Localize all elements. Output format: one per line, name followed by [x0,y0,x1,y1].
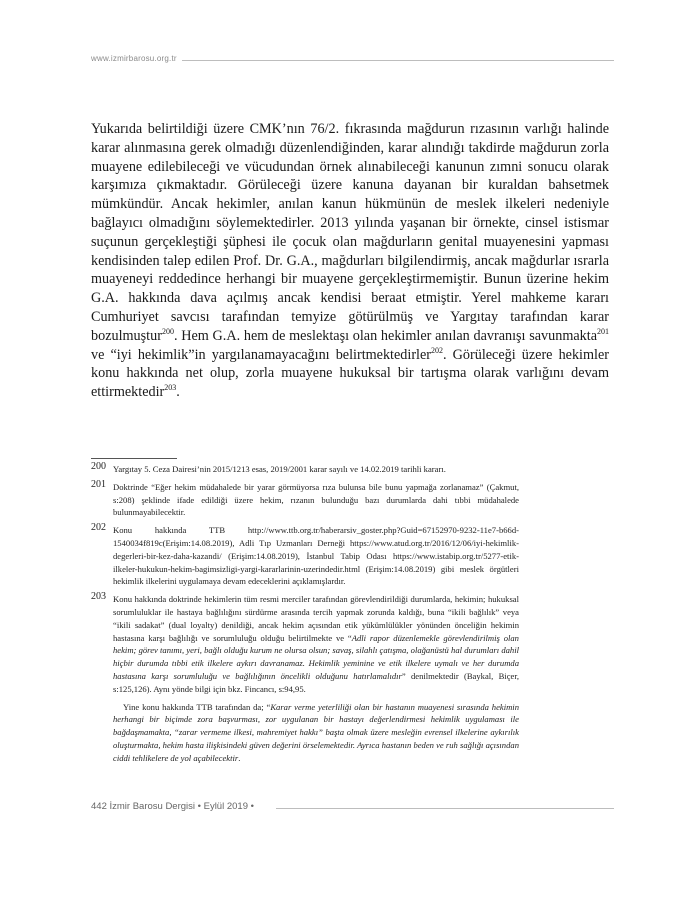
footnote-quote-italic: Adli rapor düzenlemekle görevlendirilmiş olan hekim; görev tanımı, yeri, bağlı olduğu kurum ne olursa olsun; savaş, silahlı çatışma, olağanüstü hal durumları dahil hiçbir durumda tıbbi etik ilkelere aykırı davranamaz. Hekimlik yeminine ve etik ilkelere uymalı ve her durumda hastasına karşı sorumluluğu ve bağlılığının öncelikli olduğunu hatırlamalıdır [113,632,519,681]
footnote-ref-203[interactable]: 203 [164,383,177,393]
footnote-ref-200[interactable]: 200 [161,326,174,336]
page-footer: 442 İzmir Barosu Dergisi • Eylül 2019 • [91,801,254,812]
footnote-number: 200 [91,461,106,472]
footnote-text: Doktrinde “Eğer hekim müdahalede bir yarar görmüyorsa rıza bulunsa bile bunu yapmağa zorlanamaz” (Çakmut, s:208) şeklinde ifade edildiği üzere hekim, rızanın bulunduğu bazı durumlarda dahi tıbbi müdahalede bulunmayabilecektir. [113,481,519,518]
footnote-ref-202[interactable]: 202 [431,345,444,355]
footer-rule [276,808,614,809]
body-text-4: . Görüleceği üzere hekimler konu hakkında net olup, zorla muayene hukuksal bir tartışma olarak varlığını devam ettirmektedir [91,346,609,401]
body-text-3: ve “iyi hekimlik”in yargılanamayacağını belirtmektedirler [91,346,432,363]
footnotes [91,463,519,765]
footnote-ref-201[interactable]: 201 [597,326,609,336]
footnote-203 [91,593,519,695]
footnote-text: Yine konu hakkında TTB tarafından da; “ [123,701,271,712]
footnote-number: 202 [91,522,106,534]
footnote-text: . [238,752,241,763]
footnote-202 [91,524,519,588]
footnote-quote-italic: Karar verme yeterliliği olan bir hastanın muayenesi sırasında hekimin herhangi bir biçimde zora başvurması, zor uygulanan bir hastayı değerlendirmesi hekimlik uygulaması ile bağdaşmamakta, “zarar vermeme ilkesi, mahremiyet hakkı” başta olmak üzere mesleğin evrensel ilkelerine aykırılık oluşturmakta, hekim hasta ilişkisindeki güven değerini örselemektedir. Ayrıca hastanın beden ve ruh sağlığı açısından ciddi tehlikelere de yol açabilecektir [113,701,519,763]
footnote-separator [91,458,177,459]
footnote-text: Yargıtay 5. Ceza Dairesi’nin 2015/1213 esas, 2019/2001 karar sayılı ve 14.02.2019 tarihli kararı. [113,464,446,474]
header-url: www.izmirbarosu.org.tr [91,54,177,63]
footnote-text: ” denilmektedir (Baykal, Biçer, s:125,126). Aynı yönde bilgi için bkz. Fincancı, s:94,95. [113,670,519,694]
body-text-1: Yukarıda belirtildiği üzere CMK’nın 76/2. fıkrasında mağdurun rızasının varlığı halinde karar alınmasına gerek olmadığı düzenlendiğinden, karar alındığı takdirde mağdurun zorla muayene edilebileceği ve vücudundan örnek alınabileceği kanunun zımni sonucu olarak karşımıza çıkmaktadır. Görüleceği üzere kanuna dayanan bir kuraldan bahsetmek mümkündür. Ancak hekimler, anılan kanun hükmünün de meslek ilkeleri nedeniyle bağlayıcı olmadığını söylemektedirler. 2013 yılında yaşanan bir örnekte, cinsel istismar suçunun gerçekleştiği şüphesi ile çocuk olan mağdurların genital muayenesini yapması kendisinden talep edilen Prof. Dr. G.A., mağdurları bilgilendirmiş, ancak mağdurlar ısrarla muayeneyi reddedince herhangi bir muayene gerçekleştirmemiştir. Bunun üzerine hekim G.A. hakkında dava açılmış ancak kendisi beraat etmiştir. Yerel mahkeme kararı Cumhuriyet savcısı tarafından temyize götürülmüş ve Yargıtay tarafından karar bozulmuştur [91,121,609,344]
body-text-5: . [176,384,180,401]
footnote-201 [91,478,519,519]
footnote-number: 201 [91,478,106,490]
footnote-number: 203 [91,591,106,603]
footnote-text: Konu hakkında TTB http://www.ttb.org.tr/haberarsiv_goster.php?Guid=67152970-9232-11e7-b66d-1540034f819c(Erişim:14.08.2019), Adli Tıp Uzmanları Derneği https://www.atud.org.tr/2016/12/06/iyi-hekimlik-degerleri-bir-kez-daha-kazandi/ (Erişim:14.08.2019), İstanbul Tabip Odası https://www.istabip.org.tr/5277-etik-ilkeler-hukukun-hekim-bagimsizligi-yargi-kararlarinin-uzerindedir.html (Erişim:14.08.2019) gibi meslek örgütleri hekimlik ilkelerini uygulamaya devam edeceklerini açıklamışlardır. [113,525,519,587]
footnote-203-continuation [91,701,519,765]
header-rule [182,60,614,61]
body-text-2: . Hem G.A. hem de meslektaşı olan hekimler anılan davranışı savunmakta [173,327,597,344]
body-paragraph [91,120,609,402]
footnote-200 [91,463,519,476]
footnote-text: Konu hakkında doktrinde hekimlerin tüm resmi merciler tarafından görevlendirildiği durumlarda, hekimin; hukuksal sorumluluklar ile hastaya bağlılığını sürdürme arasında tercih yapmak zorunda kaldığı, buna “ikili bağlılık” veya “ikili sadakat” (dual loyalty) denildiği, ancak hekim açısından etik yükümlülükler yönünden önceliğin hekimin hastasına karşı bağlılığı ve sorumluluğu olduğu belirtilmekte ve “ [113,594,519,643]
